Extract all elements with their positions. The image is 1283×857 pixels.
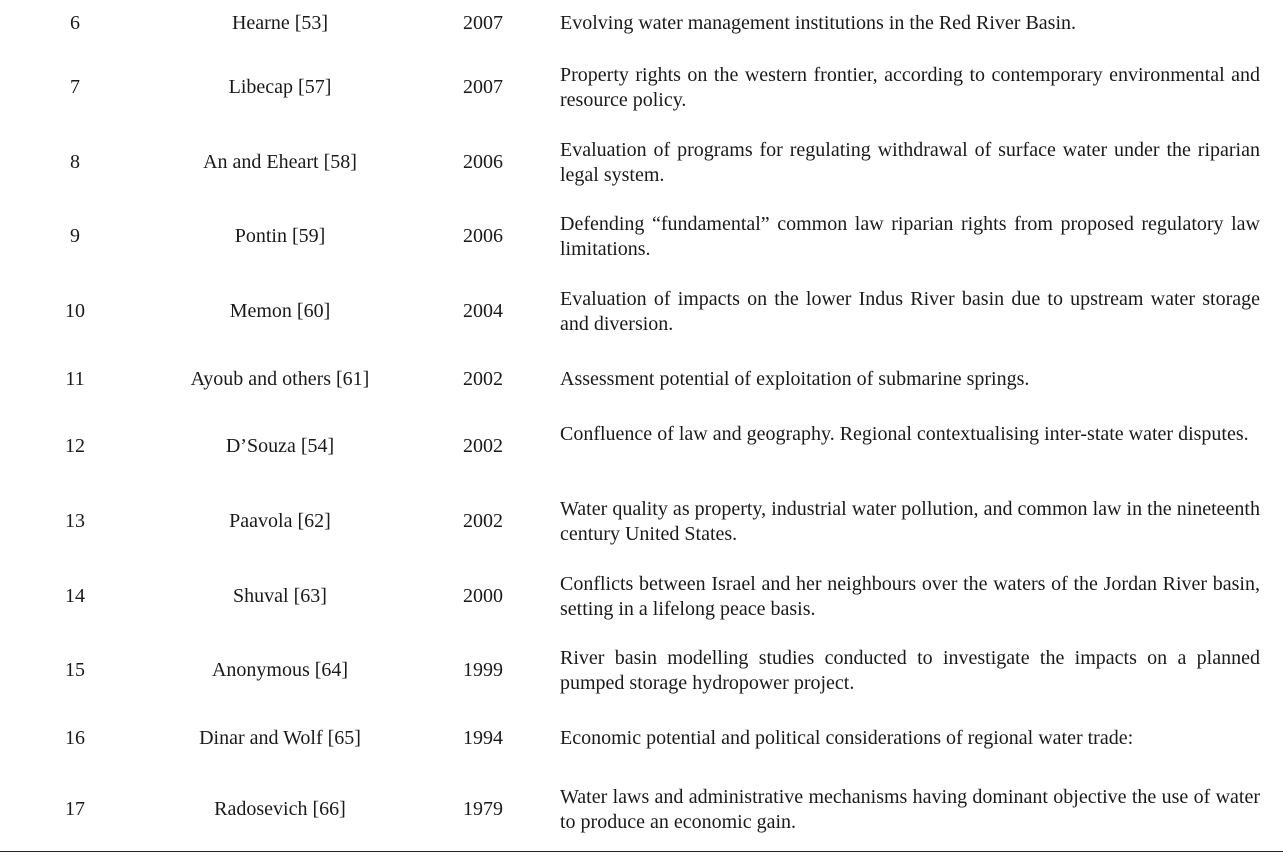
row-description: Evolving water management institutions in the Red River Basin.	[560, 12, 1077, 34]
row-number: 14	[65, 585, 85, 607]
row-number: 10	[65, 300, 85, 322]
row-year: 2006	[463, 151, 503, 173]
row-number: 13	[65, 510, 85, 532]
row-description: River basin modelling studies conducted to investigate the impacts on a planned pumped storage hydropower project.	[560, 647, 1260, 694]
row-year: 2007	[463, 76, 503, 98]
row-year: 2002	[463, 510, 503, 532]
row-number: 16	[65, 727, 85, 749]
row-year: 1994	[463, 727, 503, 749]
row-year: 2006	[463, 225, 503, 247]
row-year: 2004	[463, 300, 503, 322]
row-number: 15	[65, 659, 85, 681]
row-description: Water laws and administrative mechanisms having dominant objective the use of water to produce an economic gain.	[560, 786, 1260, 833]
row-author: Hearne [53]	[231, 12, 329, 34]
row-description: Assessment potential of exploitation of submarine springs.	[560, 368, 1030, 390]
row-description: Evaluation of programs for regulating withdrawal of surface water under the riparian legal system.	[560, 139, 1260, 186]
row-year: 1979	[463, 798, 503, 820]
row-author: Pontin [59]	[234, 225, 326, 247]
row-author: Dinar and Wolf [65]	[199, 727, 361, 749]
row-year: 2007	[463, 12, 503, 34]
row-description: Conflicts between Israel and her neighbours over the waters of the Jordan River basin, setting in a lifelong peace basis.	[560, 573, 1260, 620]
row-description: Water quality as property, industrial water pollution, and common law in the nineteenth century United States.	[560, 498, 1260, 545]
row-author: D’Souza [54]	[225, 435, 335, 457]
row-number: 6	[70, 12, 80, 34]
row-number: 7	[70, 76, 80, 98]
row-author: Shuval [63]	[233, 585, 327, 607]
row-description: Confluence of law and geography. Regional contextualising inter-state water disputes.	[560, 423, 1249, 445]
row-author: Paavola [62]	[229, 510, 331, 532]
row-author: Radosevich [66]	[214, 798, 346, 820]
table-bottom-rule	[0, 851, 1283, 852]
row-number: 12	[65, 435, 85, 457]
row-description: Evaluation of impacts on the lower Indus River basin due to upstream water storage and diversion.	[560, 288, 1260, 335]
row-number: 8	[70, 151, 80, 173]
row-year: 2002	[463, 368, 503, 390]
row-author: Anonymous [64]	[211, 659, 349, 681]
row-year: 2000	[463, 585, 503, 607]
row-year: 1999	[463, 659, 503, 681]
row-author: Libecap [57]	[228, 76, 332, 98]
row-description: Property rights on the western frontier, according to contemporary environmental and resource policy.	[560, 64, 1260, 111]
row-author: An and Eheart [58]	[203, 151, 357, 173]
row-year: 2002	[463, 435, 503, 457]
row-author: Memon [60]	[229, 300, 331, 322]
row-number: 9	[70, 225, 80, 247]
row-description: Defending “fundamental” common law riparian rights from proposed regulatory law limitations.	[560, 213, 1260, 260]
row-author: Ayoub and others [61]	[190, 368, 370, 390]
row-description: Economic potential and political considerations of regional water trade:	[560, 727, 1134, 749]
row-number: 11	[65, 368, 85, 390]
row-number: 17	[65, 798, 85, 820]
